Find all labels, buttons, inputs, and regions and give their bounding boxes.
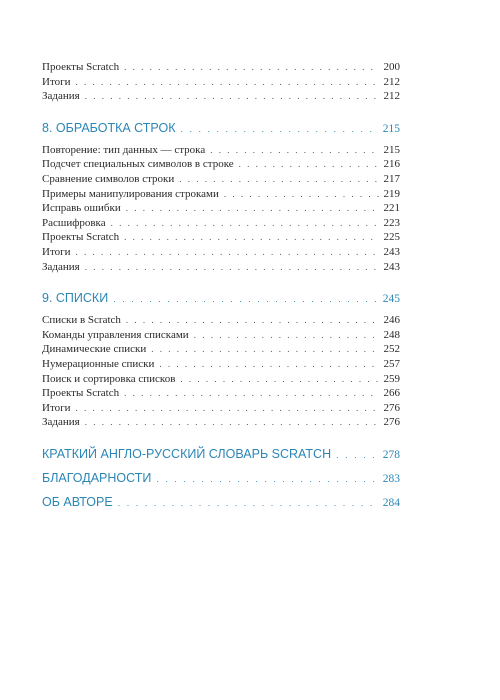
toc-entry[interactable] <box>42 89 400 104</box>
toc-entry-title: Списки в Scratch <box>42 314 121 327</box>
section-title: КРАТКИЙ АНГЛО-РУССКИЙ СЛОВАРЬ SCRATCH <box>42 446 332 461</box>
toc-entry[interactable] <box>42 201 400 216</box>
toc-entry[interactable] <box>42 313 400 328</box>
toc-entry-page: 216 <box>383 158 400 171</box>
leader-dots <box>124 386 378 401</box>
toc-entry-title: Задания <box>42 260 80 273</box>
toc-entry-page: 246 <box>383 314 400 327</box>
toc-entry[interactable] <box>42 357 400 372</box>
toc-entry[interactable] <box>42 245 400 260</box>
toc-entry-title: Команды управления списками <box>42 328 189 341</box>
toc-entry-page: 215 <box>383 143 400 156</box>
section-page: 284 <box>382 496 400 509</box>
toc-entry-title: Примеры манипулирования строками <box>42 187 219 200</box>
leader-dots <box>336 446 378 464</box>
section-heading-dictionary[interactable] <box>42 445 400 463</box>
toc-entry-title: Динамические списки <box>42 343 147 356</box>
leader-dots <box>113 290 378 308</box>
chapter-page: 245 <box>382 293 400 306</box>
toc-entry-title: Задания <box>42 90 80 103</box>
toc-entry[interactable] <box>42 60 400 75</box>
toc-entry-page: 223 <box>383 216 400 229</box>
chapter-title: 9. СПИСКИ <box>42 291 109 306</box>
toc-entry[interactable] <box>42 230 400 245</box>
toc-entry-page: 266 <box>383 387 400 400</box>
toc-entry-title: Сравнение символов строки <box>42 172 175 185</box>
toc-entry-page: 252 <box>383 343 400 356</box>
leader-dots <box>156 470 377 488</box>
toc-entry-page: 200 <box>383 61 400 73</box>
leader-dots <box>151 342 378 357</box>
toc-entry-title: Подсчет специальных символов в строке <box>42 158 234 171</box>
leader-dots <box>124 230 378 245</box>
toc-entry-title: Проекты Scratch <box>42 61 120 73</box>
toc-entry[interactable] <box>42 372 400 387</box>
leader-dots <box>124 60 378 75</box>
toc-entry[interactable] <box>42 157 400 172</box>
toc-entry[interactable] <box>42 415 400 430</box>
toc-entry[interactable] <box>42 328 400 343</box>
leader-dots <box>179 172 378 187</box>
toc-entry[interactable] <box>42 143 400 158</box>
toc-entry-title: Повторение: тип данных — строка <box>42 143 206 156</box>
leader-dots <box>180 372 378 387</box>
section-title: БЛАГОДАРНОСТИ <box>42 470 152 485</box>
toc-entry-page: 217 <box>383 172 400 185</box>
leader-dots <box>239 157 379 172</box>
leader-dots <box>194 328 379 343</box>
leader-dots <box>159 357 378 372</box>
toc-entry-title: Поиск и сортировка списков <box>42 372 176 385</box>
leader-dots <box>118 494 378 512</box>
toc-entry[interactable] <box>42 260 400 275</box>
leader-dots <box>111 216 379 231</box>
toc-entry-title: Итоги <box>42 245 71 258</box>
leader-dots <box>224 187 379 202</box>
toc-entry[interactable] <box>42 216 400 231</box>
toc-entry-page: 221 <box>383 202 400 215</box>
table-of-contents <box>42 60 400 511</box>
toc-entry-title: Проекты Scratch <box>42 231 120 244</box>
toc-entry[interactable] <box>42 187 400 202</box>
leader-dots <box>85 415 379 430</box>
leader-dots <box>85 260 379 275</box>
toc-entry-page: 212 <box>383 90 400 103</box>
toc-entry-page: 219 <box>383 187 400 200</box>
leader-dots <box>210 143 378 158</box>
toc-entry-title: Исправь ошибки <box>42 202 121 215</box>
section-heading-about-author[interactable] <box>42 493 400 511</box>
section-title: ОБ АВТОРЕ <box>42 494 113 509</box>
chapter-heading[interactable] <box>42 119 400 137</box>
chapter-heading[interactable] <box>42 289 400 307</box>
leader-dots <box>85 89 379 104</box>
toc-entry[interactable] <box>42 386 400 401</box>
toc-entry-page: 225 <box>383 231 400 244</box>
chapter-title: 8. ОБРАБОТКА СТРОК <box>42 120 176 135</box>
leader-dots <box>126 201 379 216</box>
leader-dots <box>181 120 378 138</box>
leader-dots <box>76 75 379 90</box>
section-page: 283 <box>382 472 400 485</box>
leader-dots <box>76 401 379 416</box>
toc-entry[interactable] <box>42 342 400 357</box>
toc-entry-title: Нумерационные списки <box>42 357 155 370</box>
toc-entry[interactable] <box>42 75 400 90</box>
toc-entry-page: 257 <box>383 357 400 370</box>
toc-entry-title: Расшифровка <box>42 216 106 229</box>
toc-entry-title: Итоги <box>42 401 71 414</box>
toc-entry-page: 243 <box>383 260 400 273</box>
toc-entry-title: Задания <box>42 416 80 429</box>
section-page: 278 <box>382 448 400 461</box>
toc-entry-page: 276 <box>383 401 400 414</box>
leader-dots <box>76 245 379 260</box>
leader-dots <box>126 313 379 328</box>
toc-entry-page: 212 <box>383 75 400 88</box>
toc-entry-page: 276 <box>383 416 400 429</box>
section-heading-acknowledgements[interactable] <box>42 469 400 487</box>
toc-entry-title: Итоги <box>42 75 71 88</box>
toc-entry-page: 243 <box>383 245 400 258</box>
toc-entry[interactable] <box>42 172 400 187</box>
chapter-page: 215 <box>382 122 400 135</box>
toc-entry[interactable] <box>42 401 400 416</box>
toc-entry-title: Проекты Scratch <box>42 387 120 400</box>
toc-entry-page: 248 <box>383 328 400 341</box>
toc-entry-page: 259 <box>383 372 400 385</box>
